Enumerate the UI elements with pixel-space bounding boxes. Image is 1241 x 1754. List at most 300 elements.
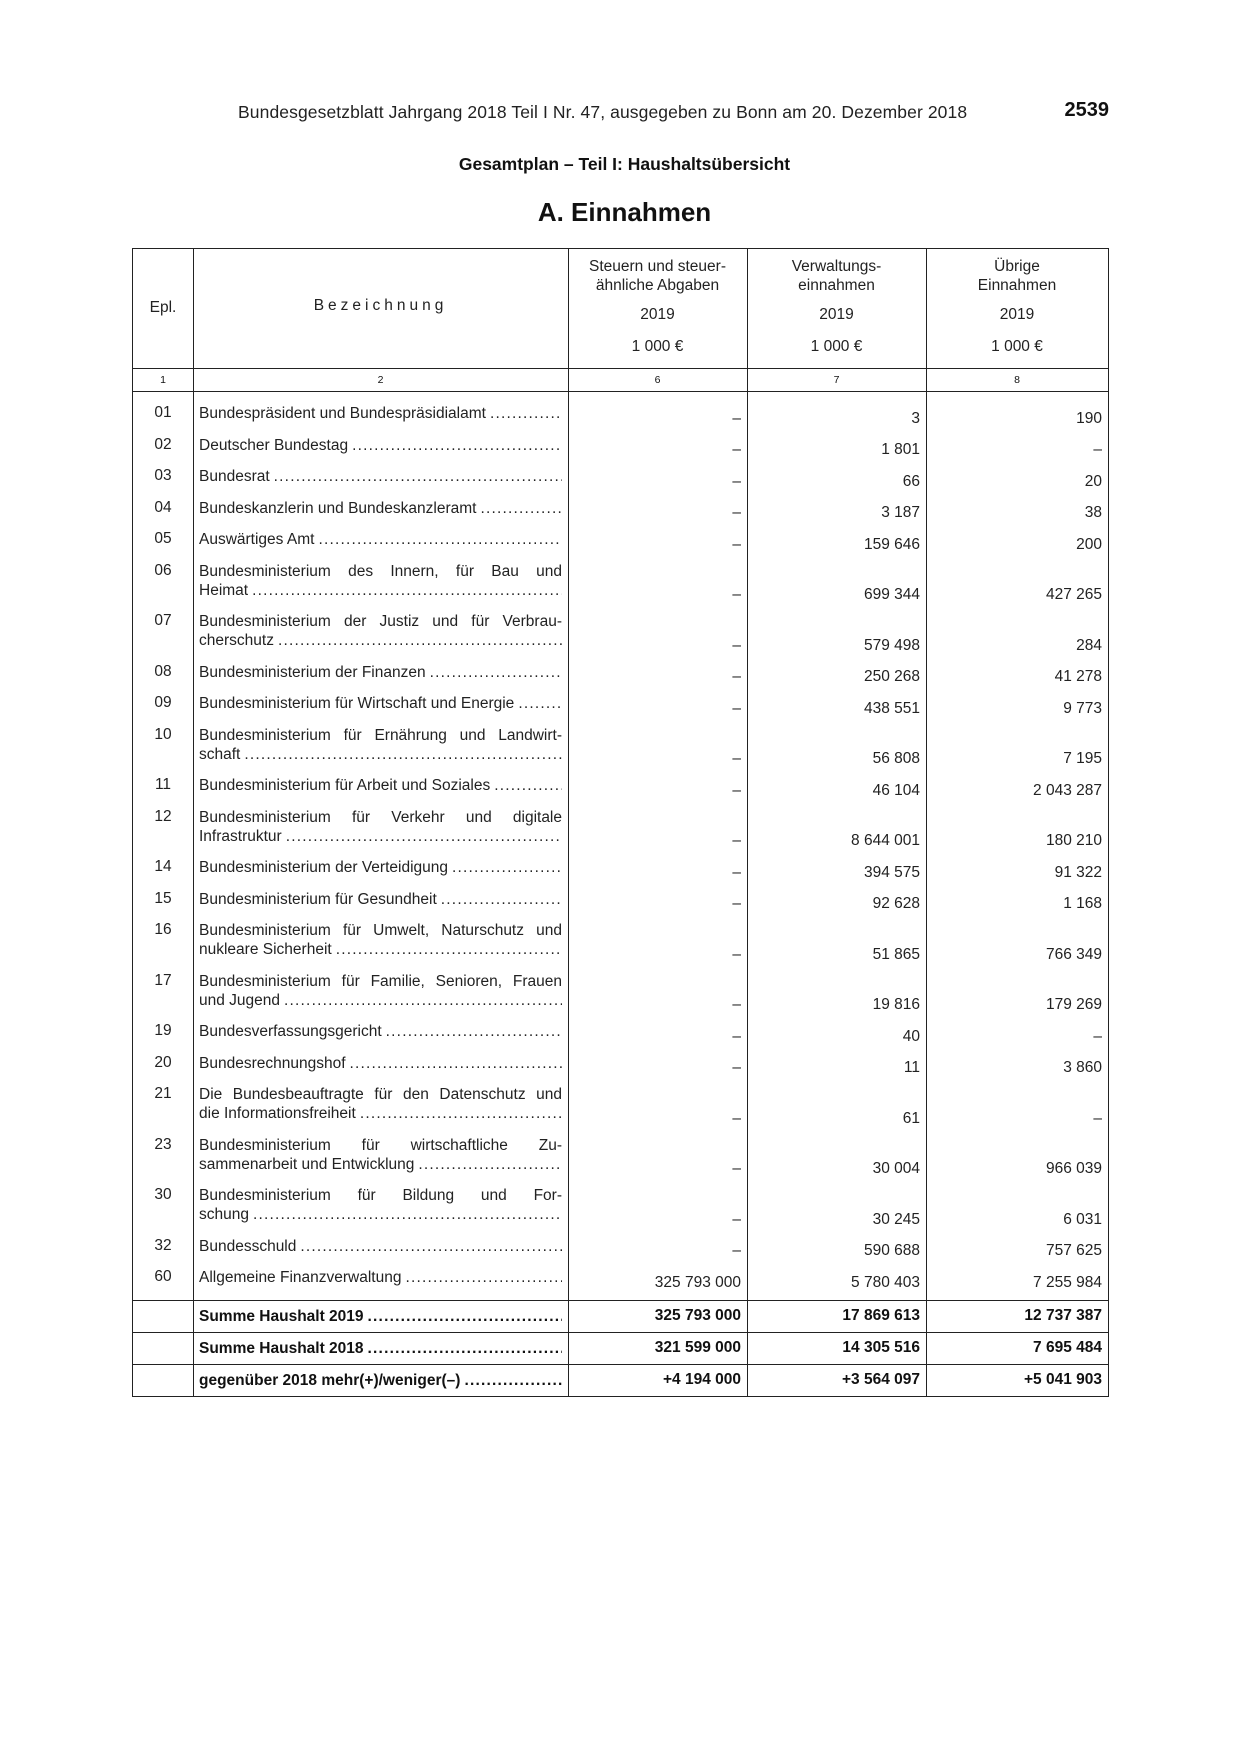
value-text: 9 773 [1063,699,1102,717]
bezeichnung-cell [193,915,568,966]
label-text: Bundesministerium für Arbeit und Soziales [199,777,491,794]
label-line [199,991,562,1010]
header-epl: Epl. [149,299,177,316]
label-line [199,1237,562,1256]
value-cell-c7 [747,493,926,525]
value-cell-c8 [926,720,1108,771]
epl-cell: 09 [154,694,172,711]
page-number: 2539 [1064,99,1109,121]
value-text: – [732,636,741,654]
leader-dots [252,581,562,600]
value-text: 190 [1076,409,1102,427]
bezeichnung-cell [193,720,568,771]
leader-dots [368,1308,562,1326]
value-text: – [732,504,741,521]
value-text: 38 [1084,504,1102,521]
summary-row [133,1332,1108,1364]
summary-row [133,1300,1108,1332]
bezeichnung-cell [193,966,568,1017]
value-text: 179 269 [1045,996,1102,1013]
header-col7: Verwaltungs- einnahmen 2019 1 000 € [791,258,882,355]
summary-label-cell [193,1333,568,1364]
value-text: – [732,586,741,603]
header-col8: Übrige Einnahmen 2019 1 000 € [977,258,1057,355]
value-text: 91 322 [1054,863,1102,881]
bezeichnung-cell [193,556,568,607]
label-line [199,694,562,713]
value-text: 56 808 [872,750,920,767]
table-row [133,1180,1108,1231]
value-cell-c6 [568,657,747,689]
value-text: 590 688 [863,1242,920,1259]
epl-cell: 60 [154,1268,172,1285]
column-number-row [133,369,1108,392]
value-cell-c8 [926,966,1108,1017]
value-cell-c7 [747,1231,926,1263]
table-body [133,398,1108,1300]
epl-cell [133,1301,193,1332]
label-line [199,776,562,795]
bezeichnung-cell [193,1262,568,1294]
label-text: Bundesschuld [199,1237,297,1255]
label-line: Bundesministerium für Familie, Senioren, Frauen [199,972,562,990]
value-cell-c7 [747,657,926,689]
value-text: 51 865 [872,945,920,963]
leader-dots [430,663,562,682]
leader-dots [518,694,562,713]
value-text: 3 860 [1063,1059,1102,1076]
leader-dots [441,890,562,909]
summary-value-c8: 12 737 387 [1024,1307,1102,1324]
value-cell-c7 [747,688,926,720]
value-text: 200 [1076,535,1102,553]
table-row [133,1130,1108,1181]
leader-dots [452,858,562,877]
leader-dots [284,991,562,1010]
value-text: – [732,863,741,881]
epl-cell: 19 [154,1022,172,1039]
leader-dots [494,776,562,795]
leader-dots [405,1268,562,1287]
budget-table [132,248,1109,1397]
running-head: Bundesgesetzblatt Jahrgang 2018 Teil I Nr. 47, ausgegeben zu Bonn am 20. Dezember 2018 [238,102,968,122]
bezeichnung-cell [193,1130,568,1181]
epl-cell: 23 [154,1135,172,1153]
value-text: 7 195 [1063,750,1102,767]
table-row [133,461,1108,493]
value-text: – [732,441,741,458]
value-text: 766 349 [1045,945,1102,963]
bezeichnung-cell [193,606,568,657]
leader-dots [244,745,562,764]
bezeichnung-cell [193,430,568,462]
epl-cell: 30 [154,1186,172,1203]
summary-value-c6: 325 793 000 [654,1307,741,1324]
summary-value-c6: +4 194 000 [662,1371,741,1388]
value-cell-c7 [747,720,926,771]
bezeichnung-cell [193,524,568,556]
value-text: 427 265 [1045,586,1102,603]
label-line [199,890,562,909]
leader-dots [368,1340,562,1358]
leader-dots [360,1104,562,1123]
bezeichnung-cell [193,1048,568,1080]
epl-cell: 14 [154,858,172,875]
value-cell-c6 [568,915,747,966]
table-row [133,884,1108,916]
value-text: 438 551 [863,699,920,717]
value-cell-c6 [568,688,747,720]
value-text: 699 344 [863,586,920,603]
value-text: 6 031 [1063,1210,1102,1228]
label-line [199,940,562,959]
value-cell-c7 [747,1130,926,1181]
value-cell-c7 [747,852,926,884]
epl-cell: 01 [154,404,172,421]
label-line [199,858,562,877]
value-cell-c8 [926,1231,1108,1263]
value-text: – [732,1109,741,1127]
value-text: 20 [1084,472,1102,490]
bezeichnung-cell [193,493,568,525]
label-text: Bundesverfassungsgericht [199,1023,382,1040]
label-line [199,1205,562,1224]
value-text: 11 [903,1059,920,1076]
value-cell-c8 [926,1016,1108,1048]
summary-label: Summe Haushalt 2019 [199,1307,364,1325]
label-line: Bundesministerium für Verkehr und digitale [199,808,562,826]
epl-cell: 21 [154,1085,172,1102]
summary-value-c7: +3 564 097 [841,1371,920,1388]
value-cell-c7 [747,606,926,657]
epl-cell: 05 [154,530,172,547]
value-text: 250 268 [863,668,920,685]
bezeichnung-cell [193,1079,568,1130]
value-cell-c8 [926,688,1108,720]
column-number: 6 [654,374,661,386]
table-row [133,720,1108,771]
value-cell-c7 [747,1079,926,1130]
summary-label-cell [193,1301,568,1332]
value-text: 19 816 [872,996,920,1013]
value-text: – [732,945,741,963]
value-cell-c8 [926,1262,1108,1294]
label-line [199,745,562,764]
leader-dots [352,436,562,455]
value-text: – [1093,1027,1102,1045]
table-row [133,1048,1108,1080]
value-text: 579 498 [863,636,920,654]
value-cell-c8 [926,915,1108,966]
value-cell-c7 [747,802,926,853]
label-text: schaft [199,745,241,763]
value-cell-c7 [747,770,926,802]
table-row [133,606,1108,657]
value-cell-c6 [568,1079,747,1130]
value-cell-c7 [747,1262,926,1294]
epl-cell [133,1333,193,1364]
summary-value-c8: +5 041 903 [1023,1371,1102,1388]
value-text: 30 245 [872,1210,920,1228]
summary-row [133,1364,1108,1396]
table-row [133,524,1108,556]
value-cell-c8 [926,1048,1108,1080]
table-header [133,249,1108,369]
value-text: – [732,535,741,553]
summary-value-c6: 321 599 000 [654,1339,741,1356]
value-cell-c8 [926,657,1108,689]
epl-cell: 07 [154,612,172,629]
label-text: Bundesrechnungshof [199,1054,346,1072]
label-line: Bundesministerium für Bildung und For- [199,1187,562,1204]
label-line [199,499,562,518]
label-text: Bundeskanzlerin und Bundeskanzleramt [199,499,477,517]
value-cell-c6 [568,720,747,771]
bezeichnung-cell [193,802,568,853]
value-cell-c6 [568,1180,747,1231]
label-line [199,663,562,682]
table-row [133,1016,1108,1048]
label-line: Bundesministerium des Innern, für Bau und [199,562,562,580]
column-number: 2 [377,374,384,386]
value-text: – [1093,441,1102,458]
value-text: 46 104 [872,781,920,799]
table-summary [133,1300,1108,1396]
epl-cell: 10 [154,725,172,743]
epl-cell: 02 [154,435,172,453]
table-row [133,852,1108,884]
table-row [133,770,1108,802]
label-line [199,1308,562,1326]
value-text: – [732,699,741,717]
value-text: – [732,1210,741,1228]
leader-dots [286,827,562,846]
leader-dots [278,631,562,650]
table-row [133,688,1108,720]
value-cell-c6 [568,1016,747,1048]
label-text: Bundespräsident und Bundespräsidialamt [199,405,486,422]
value-text: 180 210 [1045,832,1102,849]
value-cell-c7 [747,398,926,430]
value-cell-c7 [747,430,926,462]
value-text: 284 [1076,636,1102,654]
value-cell-c8 [926,1180,1108,1231]
value-cell-c8 [926,398,1108,430]
bezeichnung-cell [193,461,568,493]
value-cell-c6 [568,1048,747,1080]
value-text: 30 004 [872,1160,920,1177]
value-cell-c6 [568,770,747,802]
label-text: schung [199,1206,249,1223]
value-text: 40 [902,1027,920,1045]
epl-cell: 06 [154,561,172,579]
value-text: – [732,781,741,799]
value-cell-c7 [747,461,926,493]
value-cell-c6 [568,1130,747,1181]
value-cell-c8 [926,1079,1108,1130]
label-text: sammenarbeit und Entwicklung [199,1155,415,1173]
label-text: nukleare Sicherheit [199,941,332,958]
value-cell-c8 [926,802,1108,853]
bezeichnung-cell [193,852,568,884]
summary-value-c7: 14 305 516 [842,1339,920,1356]
column-number: 7 [833,374,840,386]
value-text: 394 575 [863,863,920,881]
header-bezeichnung: Bezeichnung [313,297,448,314]
summary-value-c8: 7 695 484 [1033,1339,1102,1356]
label-text: Bundesrat [199,468,270,485]
table-row [133,915,1108,966]
value-cell-c8 [926,1130,1108,1181]
epl-cell: 20 [154,1053,172,1071]
label-text: Infrastruktur [199,827,282,845]
bezeichnung-cell [193,657,568,689]
label-line [199,1268,562,1287]
value-text: 2 043 287 [1033,781,1102,799]
value-text: 159 646 [863,535,920,553]
epl-cell: 08 [154,662,172,680]
label-line [199,827,562,846]
leader-dots [336,940,562,959]
leader-dots [386,1022,562,1041]
epl-cell [133,1365,193,1396]
value-cell-c6 [568,493,747,525]
epl-cell: 32 [154,1236,172,1254]
value-cell-c7 [747,1016,926,1048]
value-text: – [732,832,741,849]
value-text: 1 801 [881,441,920,458]
label-text: Bundesministerium der Verteidigung [199,859,448,876]
epl-cell: 16 [154,921,172,938]
leader-dots [350,1054,562,1073]
label-line [199,530,562,549]
value-text: 325 793 000 [654,1273,741,1291]
value-cell-c7 [747,524,926,556]
label-text: und Jugend [199,991,281,1009]
label-text: die Informationsfreiheit [199,1105,356,1122]
value-text: 8 644 001 [851,832,920,849]
bezeichnung-cell [193,398,568,430]
value-text: 66 [902,472,920,490]
value-cell-c7 [747,915,926,966]
value-text: – [732,1242,741,1259]
table-row [133,398,1108,430]
table-row [133,657,1108,689]
value-cell-c8 [926,493,1108,525]
value-cell-c8 [926,884,1108,916]
value-cell-c6 [568,556,747,607]
bezeichnung-cell [193,1180,568,1231]
value-text: 92 628 [872,895,920,912]
value-text: 7 255 984 [1033,1273,1102,1291]
value-text: 1 168 [1063,895,1102,912]
table-row [133,966,1108,1017]
label-line [199,631,562,650]
bezeichnung-cell [193,884,568,916]
value-cell-c6 [568,802,747,853]
label-text: Bundesministerium für Wirtschaft und Energie [199,695,515,712]
leader-dots [480,499,562,518]
table-row [133,430,1108,462]
table-row [133,556,1108,607]
label-text: cherschutz [199,632,274,649]
bezeichnung-cell [193,1231,568,1263]
leader-dots [418,1155,562,1174]
table-row [133,1262,1108,1294]
value-text: 966 039 [1045,1160,1102,1177]
summary-label-cell [193,1365,568,1396]
summary-value-c7: 17 869 613 [842,1307,920,1324]
label-line [199,467,562,486]
column-number: 1 [160,374,166,386]
leader-dots [274,467,562,486]
value-cell-c6 [568,884,747,916]
value-text: 41 278 [1054,668,1102,685]
table-row [133,802,1108,853]
value-cell-c8 [926,524,1108,556]
value-text: – [732,472,741,490]
summary-label: Summe Haushalt 2018 [199,1339,364,1357]
epl-cell: 12 [154,807,172,825]
leader-dots [490,404,562,423]
value-cell-c7 [747,1180,926,1231]
label-line [199,1372,562,1390]
summary-label: gegenüber 2018 mehr(+)/weniger(–) [199,1371,461,1389]
value-text: 61 [902,1109,920,1127]
label-line [199,1054,562,1073]
value-text: – [732,1059,741,1076]
label-text: Bundesministerium der Finanzen [199,663,426,681]
value-text: – [732,1160,741,1177]
leader-dots [300,1237,562,1256]
value-text: – [732,895,741,912]
bezeichnung-cell [193,770,568,802]
leader-dots [318,530,562,549]
label-text: Auswärtiges Amt [199,531,315,548]
value-cell-c8 [926,556,1108,607]
value-text: 3 187 [881,504,920,521]
value-cell-c6 [568,398,747,430]
value-cell-c7 [747,884,926,916]
leader-dots [253,1205,562,1224]
label-line [199,1155,562,1174]
document-title: A. Einnahmen [537,197,712,227]
value-cell-c7 [747,556,926,607]
value-cell-c6 [568,606,747,657]
value-text: 5 780 403 [851,1273,920,1291]
table-row [133,1079,1108,1130]
value-text: – [732,409,741,427]
value-text: – [732,668,741,685]
value-cell-c8 [926,770,1108,802]
label-line: Bundesministerium für Umwelt, Naturschutz und [199,922,562,939]
value-cell-c6 [568,966,747,1017]
label-line: Bundesministerium für Ernährung und Landwirt- [199,726,562,744]
value-cell-c7 [747,966,926,1017]
label-line [199,581,562,600]
table-row [133,1231,1108,1263]
epl-cell: 03 [154,467,172,484]
label-line [199,1022,562,1041]
label-text: Heimat [199,581,249,599]
epl-cell: 04 [154,498,172,516]
column-number: 8 [1014,374,1020,386]
leader-dots [464,1372,562,1390]
bezeichnung-cell [193,688,568,720]
header-col6: Steuern und steuer- ähnliche Abgaben 2019 1 000 € [588,258,726,355]
label-line [199,436,562,455]
value-text: 757 625 [1045,1242,1102,1259]
